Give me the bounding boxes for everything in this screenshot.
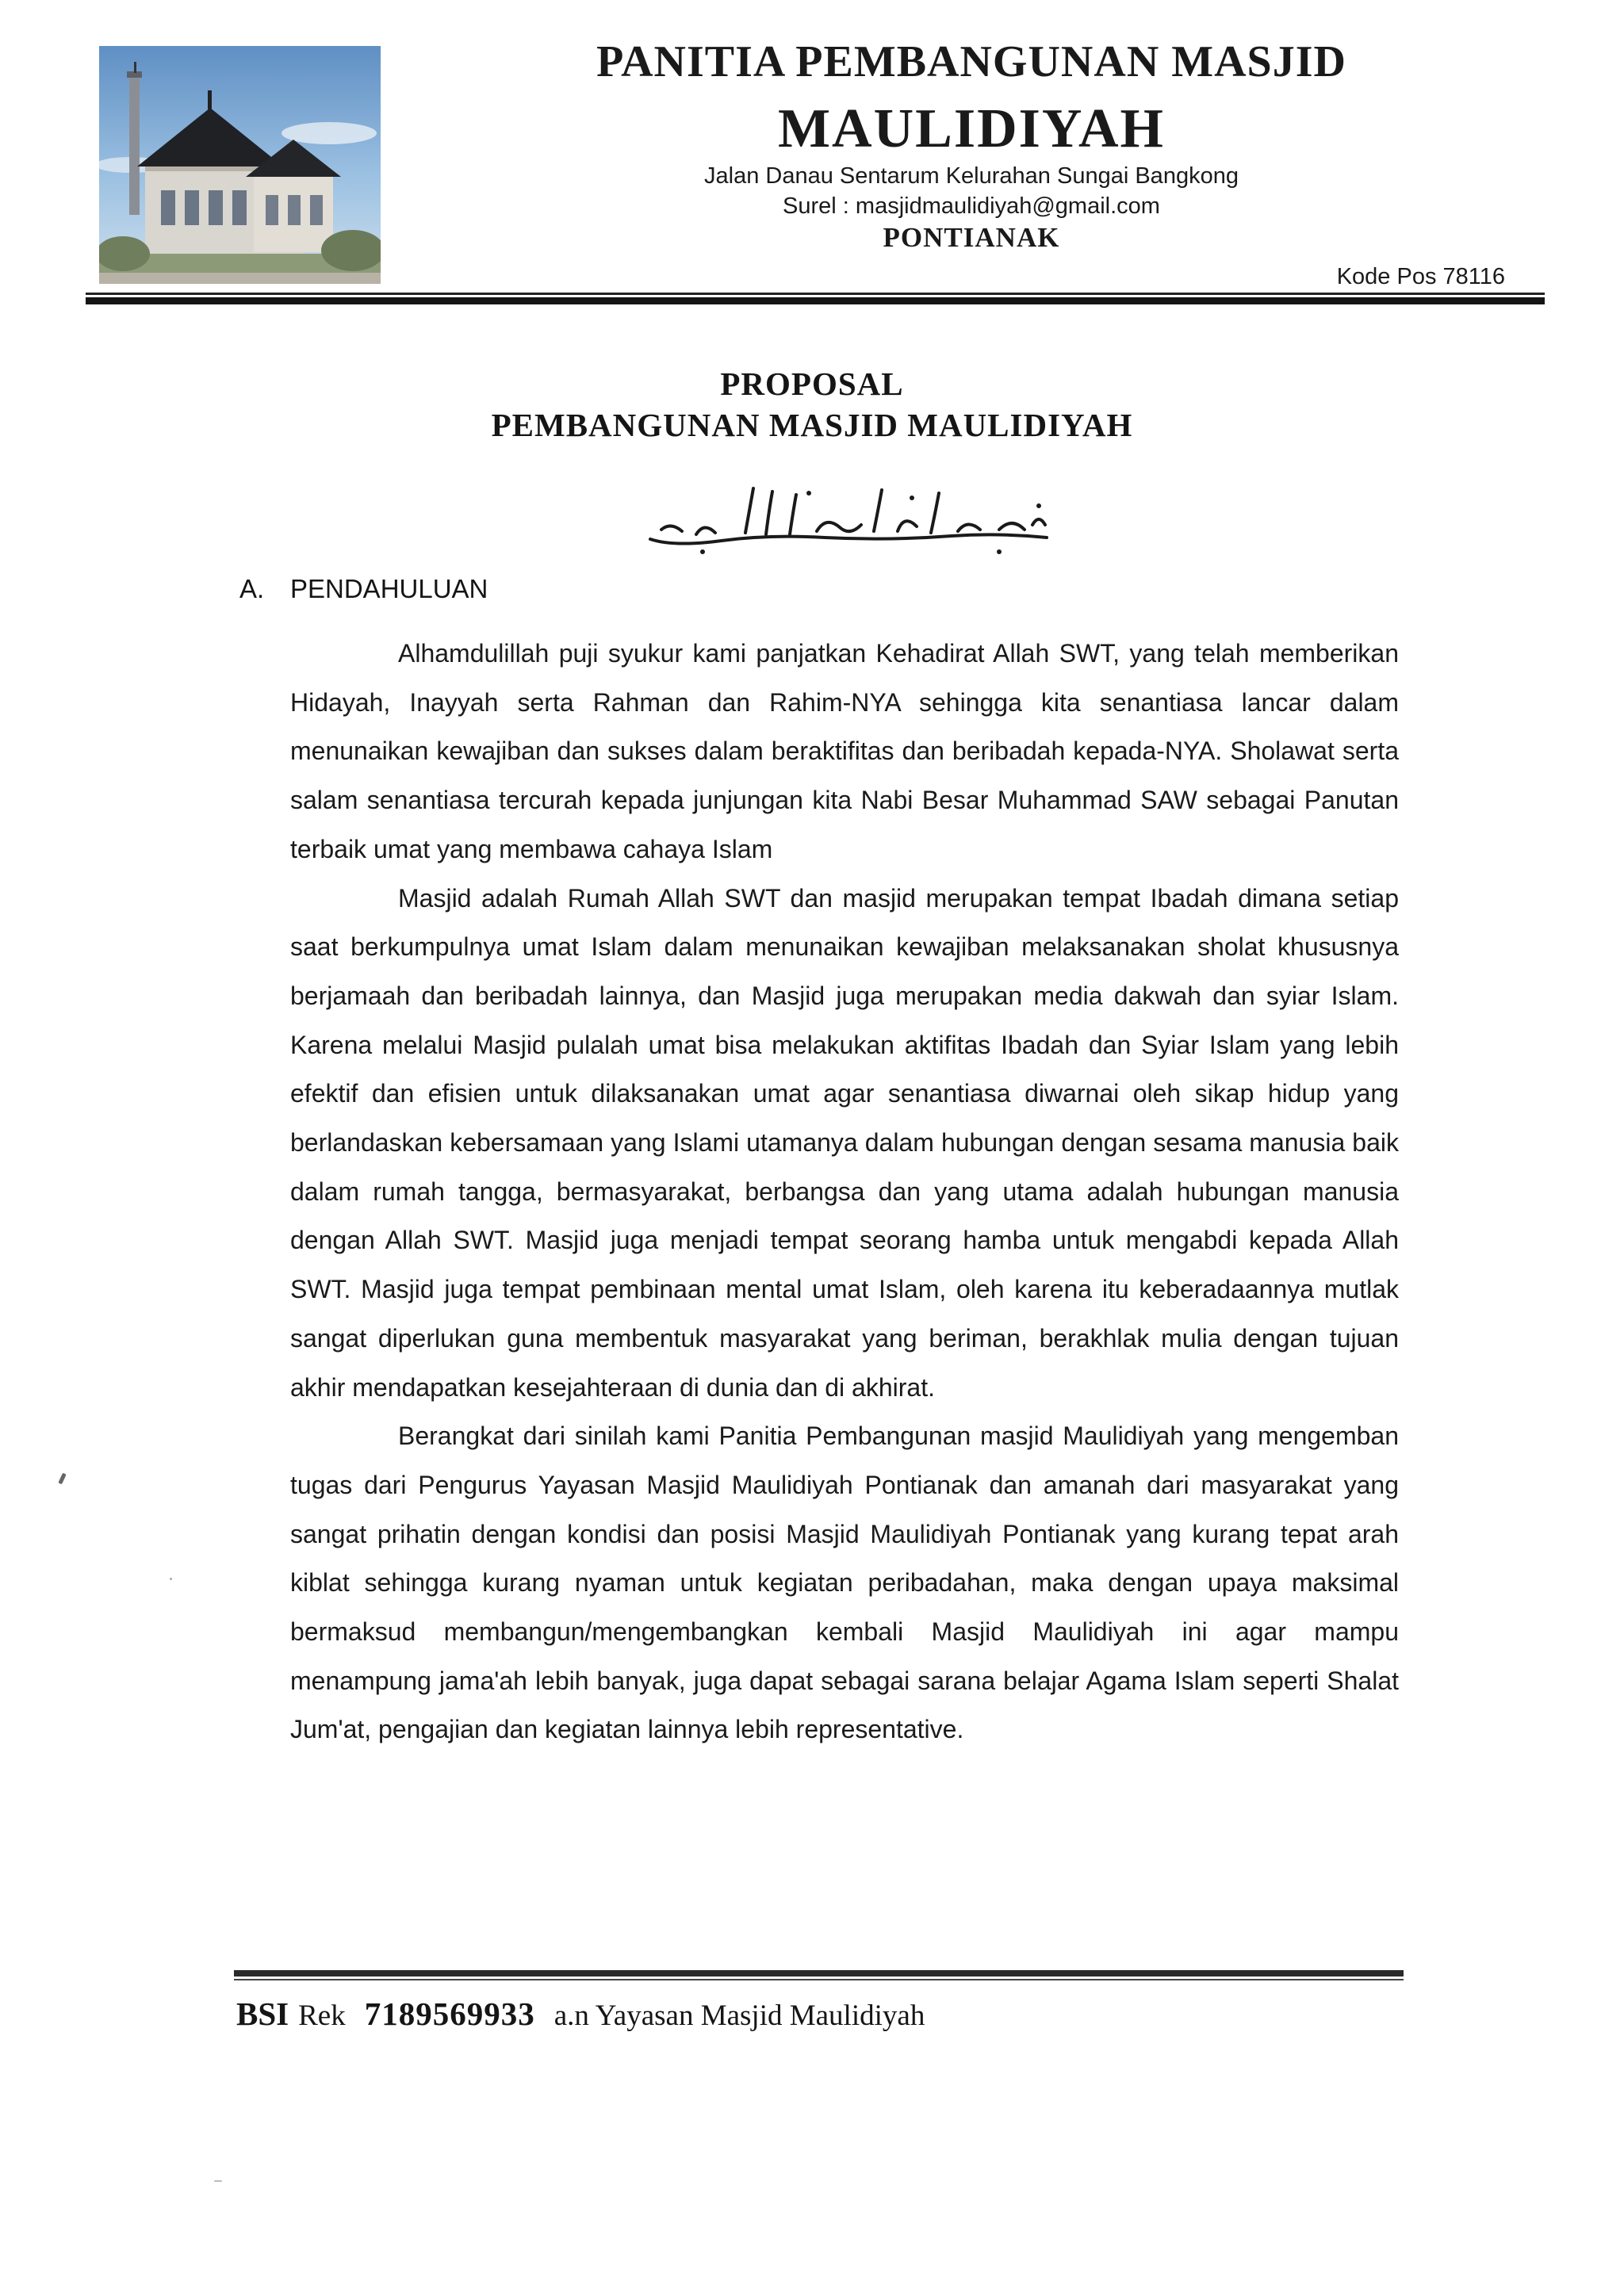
letterhead-mosque-name: MAULIDIYAH — [777, 98, 1166, 159]
scan-speck — [214, 2180, 222, 2182]
section-number: A. — [239, 574, 265, 603]
mosque-building-icon — [99, 46, 381, 284]
document-subtitle: PEMBANGUNAN MASJID MAULIDIYAH — [491, 407, 1133, 443]
paragraph-3: Berangkat dari sinilah kami Panitia Pembangunan masjid Maulidiyah yang mengemban tugas dari Pengurus Yayasan Masjid Maulidiyah Pontianak dan amanah dari masyarakat yang sangat prihatin dengan kondisi dan posisi Masjid Maulidiyah Pontianak yang kurang tepat arah kiblat sehingga kurang nyaman untuk kegiatan peribadahan, maka dengan upaya maksimal bermaksud membangun/mengembangkan kembali Masjid Maulidiyah ini agar mampu menampung jama'ah lebih banyak, juga dapat sebagai sarana belajar Agama Islam seperti Shalat Jum'at, pengajian dan kegiatan lainnya lebih representative. — [290, 1422, 1399, 1744]
section-title: PENDAHULUAN — [290, 574, 488, 603]
paragraph-2: Masjid adalah Rumah Allah SWT dan masjid merupakan tempat Ibadah dimana setiap saat berkumpulnya umat Islam dalam menunaikan kewajiban melaksanakan sholat khususnya berjamaah dan beribadah lainnya, dan Masjid juga merupakan media dakwah dan syiar Islam. Karena melalui Masjid pulalah umat bisa melakukan aktifitas Ibadah dan Syiar Islam yang lebih efektif dan efisien untuk dilaksanakan umat agar senantiasa diwarnai oleh sikap hidup yang berlandaskan kebersamaan yang Islami utamanya dalam hubungan dengan sesama manusia baik dalam rumah tangga, bermasyarakat, berbangsa dan yang utama adalah hubungan manusia dengan Allah SWT. Masjid juga menjadi tempat seorang hamba untuk mengabdi kepada Allah SWT. Masjid juga tempat pembinaan mental umat Islam, oleh karena itu keberadaannya mutlak sangat diperlukan guna membentuk masyarakat yang beriman, berakhlak mulia dengan tujuan akhir mendapatkan kesejahteraan di dunia dan di akhirat. — [290, 883, 1399, 1402]
paragraph-1: Alhamdulillah puji syukur kami panjatkan Kehadirat Allah SWT, yang telah memberikan Hidayah, Inayyah serta Rahman dan Rahim-NYA sehingga kita senantiasa lancar dalam menunaikan kewajiban dan sukses dalam beraktifitas dan beribadah kepada-NYA. Sholawat serta salam senantiasa tercurah kepada junjungan kita Nabi Besar Muhammad SAW sebagai Panutan terbaik umat yang membawa cahaya Islam — [290, 639, 1399, 863]
letterhead-divider-thin — [86, 293, 1545, 295]
footer-bank-name: BSI — [236, 1996, 289, 2032]
footer-divider-thick — [234, 1970, 1404, 1976]
section-body — [290, 629, 1399, 1755]
document-title: PROPOSAL — [720, 365, 904, 402]
bismillah-calligraphy — [626, 474, 1071, 561]
footer-rek-label: Rek — [298, 1999, 346, 2032]
letterhead-organization: PANITIA PEMBANGUNAN MASJID — [596, 37, 1346, 86]
letterhead-email: Surel : masjidmaulidiyah@gmail.com — [783, 193, 1160, 219]
letterhead-postal-code: Kode Pos 78116 — [1336, 264, 1505, 289]
letterhead-city: PONTIANAK — [883, 222, 1060, 253]
footer-bank-account — [236, 1990, 925, 2040]
scan-speck — [58, 1473, 66, 1485]
footer-account-number: 7189569933 — [364, 1996, 535, 2032]
letterhead-address: Jalan Danau Sentarum Kelurahan Sungai Bangkong — [704, 163, 1239, 189]
footer-divider-thin — [234, 1979, 1404, 1980]
letterhead-divider-thick — [86, 297, 1545, 304]
scan-speck — [170, 1578, 172, 1580]
footer-account-name: a.n Yayasan Masjid Maulidiyah — [553, 1999, 925, 2032]
section-heading — [239, 571, 488, 607]
